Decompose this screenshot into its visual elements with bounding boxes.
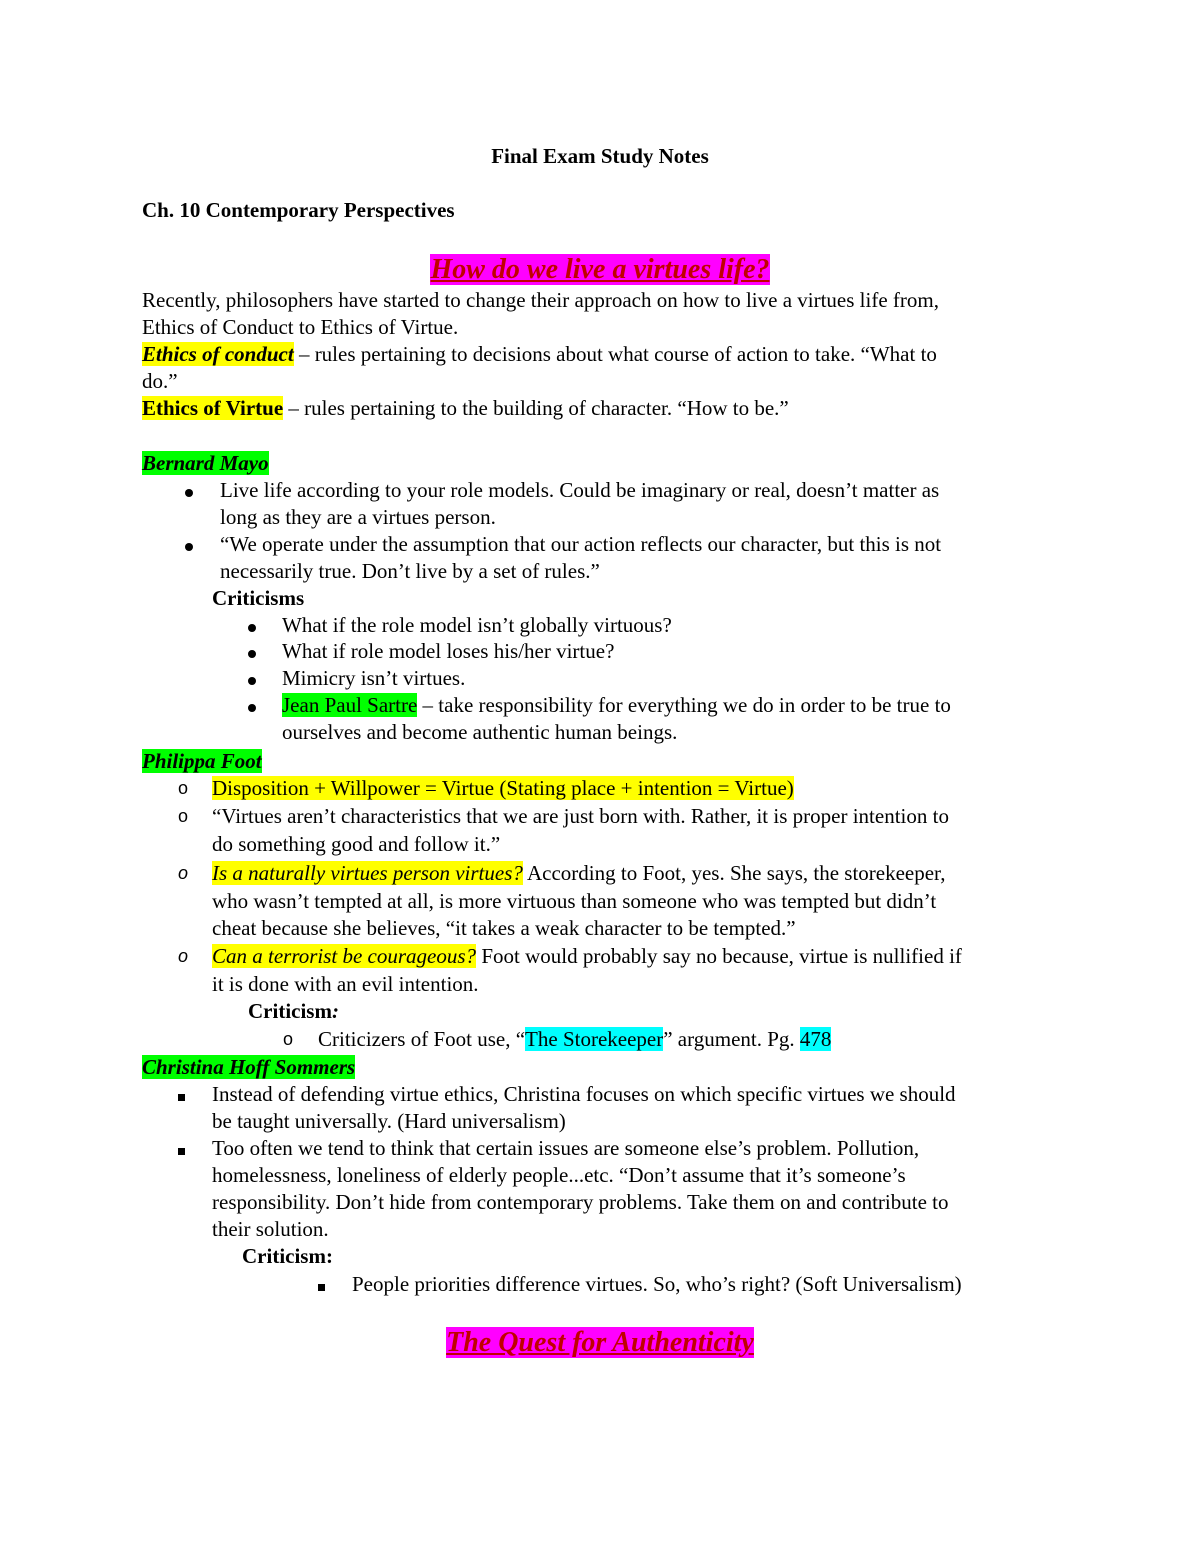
sartre-text: – take responsibility for everything we do in order to be true to [417,693,951,717]
bullet-dot-icon [248,612,256,639]
foot-answer-natural: According to Foot, yes. She says, the storekeeper, [522,861,946,885]
foot-answer-terrorist: Foot would probably say no because, virtue is nullified if [476,944,962,968]
bullet-square-icon [178,1081,185,1108]
foot-formula: Disposition + Willpower = Virtue (Stating place + intention = Virtue) [212,776,794,800]
sommers-point-1: Instead of defending virtue ethics, Christina focuses on which specific virtues we should [212,1082,956,1106]
foot-question-terrorist: Can a terrorist be courageous? [212,944,477,968]
mayo-heading [142,450,269,477]
foot-point-3-cont-2: cheat because she believes, “it takes a weak character to be tempted.” [212,916,796,940]
foot-point-2: “Virtues aren’t characteristics that we are just born with. Rather, it is proper intention to [212,804,949,828]
mayo-criticisms-label: Criticisms [212,586,305,610]
section-heading-virtues [0,253,1200,288]
foot-criticism-label [248,998,339,1025]
foot-point-1 [212,775,794,802]
foot-criticism-pre: Criticizers of Foot use, “ [318,1027,526,1051]
foot-heading [142,748,262,775]
bullet-square-icon [178,1135,185,1162]
bullet-circle-icon: o [178,778,189,798]
foot-criticism-colon: : [331,999,339,1023]
sommers-point-2-cont-2: responsibility. Don’t hide from contemporary problems. Take them on and contribute to [212,1190,949,1214]
sommers-name: Christina Hoff Sommers [142,1055,356,1079]
mayo-criticism-2: What if role model loses his/her virtue? [282,639,615,663]
sommers-point-2-cont-1: homelessness, loneliness of elderly people...etc. “Don’t assume that it’s someone’s [212,1163,906,1187]
mayo-point-2-cont: necessarily true. Don’t live by a set of rules.” [220,559,600,583]
foot-point-4 [212,943,962,970]
section-heading-authenticity [0,1326,1200,1361]
sommers-point-1-cont: be taught universally. (Hard universalism) [212,1109,566,1133]
mayo-point-2: “We operate under the assumption that our action reflects our character, but this is not [220,532,942,556]
ethics-conduct-definition-cont: do.” [142,369,178,393]
bullet-square-icon [318,1271,325,1298]
mayo-criticism-1: What if the role model isn’t globally virtuous? [282,613,672,637]
section-heading-virtues-text: How do we live a virtues life? [430,254,770,285]
mayo-point-1-cont: long as they are a virtues person. [220,505,496,529]
section-heading-authenticity-text: The Quest for Authenticity [446,1327,754,1358]
ethics-virtue-text: – rules pertaining to the building of character. “How to be.” [283,396,789,420]
foot-criticism-mid: ” argument. Pg. [663,1027,800,1051]
bullet-circle-icon: o [283,1029,294,1049]
foot-point-2-cont: do something good and follow it.” [212,832,501,856]
bullet-dot-icon [185,531,193,558]
bullet-circle-icon: o [178,863,189,883]
ethics-virtue-term: Ethics of Virtue [142,396,284,420]
sommers-criticism-label: Criticism: [242,1244,333,1268]
sommers-point-2: Too often we tend to think that certain issues are someone else’s problem. Pollution, [212,1136,920,1160]
foot-point-4-cont: it is done with an evil intention. [212,972,479,996]
page-number-highlight: 478 [799,1027,832,1051]
document-title: Final Exam Study Notes [491,144,709,168]
ethics-conduct-term: Ethics of conduct [142,342,294,366]
ethics-conduct-text: – rules pertaining to decisions about what course of action to take. “What to [293,342,937,366]
ethics-virtue-definition [142,395,789,422]
sommers-criticism-1: People priorities difference virtues. So, who’s right? (Soft Universalism) [352,1272,962,1296]
foot-name: Philippa Foot [142,749,262,773]
sartre-name: Jean Paul Sartre [282,693,418,717]
bullet-dot-icon [185,477,193,504]
foot-point-3-cont-1: who wasn’t tempted at all, is more virtuous than someone who was tempted but didn’t [212,889,937,913]
sommers-heading [142,1054,355,1081]
bullet-dot-icon [248,692,256,719]
bullet-circle-icon: o [178,946,189,966]
intro-line-1: Recently, philosophers have started to change their approach on how to live a virtues life from, [142,288,939,312]
foot-criticism-word: Criticism [248,999,332,1023]
mayo-criticism-3: Mimicry isn’t virtues. [282,666,466,690]
intro-line-2: Ethics of Conduct to Ethics of Virtue. [142,315,459,339]
mayo-criticism-4 [282,692,951,719]
mayo-name: Bernard Mayo [142,451,269,475]
bullet-dot-icon [248,665,256,692]
sommers-point-2-cont-3: their solution. [212,1217,329,1241]
bullet-circle-icon: o [178,806,189,826]
mayo-criticism-4-cont: ourselves and become authentic human beings. [282,720,678,744]
foot-question-natural: Is a naturally virtues person virtues? [212,861,523,885]
ethics-conduct-definition [142,341,937,368]
storekeeper-highlight: The Storekeeper [525,1027,664,1051]
chapter-heading: Ch. 10 Contemporary Perspectives [142,198,455,222]
foot-criticism-1 [318,1026,831,1053]
mayo-point-1: Live life according to your role models. Could be imaginary or real, doesn’t matter as [220,478,940,502]
bullet-dot-icon [248,638,256,665]
foot-point-3 [212,860,945,887]
